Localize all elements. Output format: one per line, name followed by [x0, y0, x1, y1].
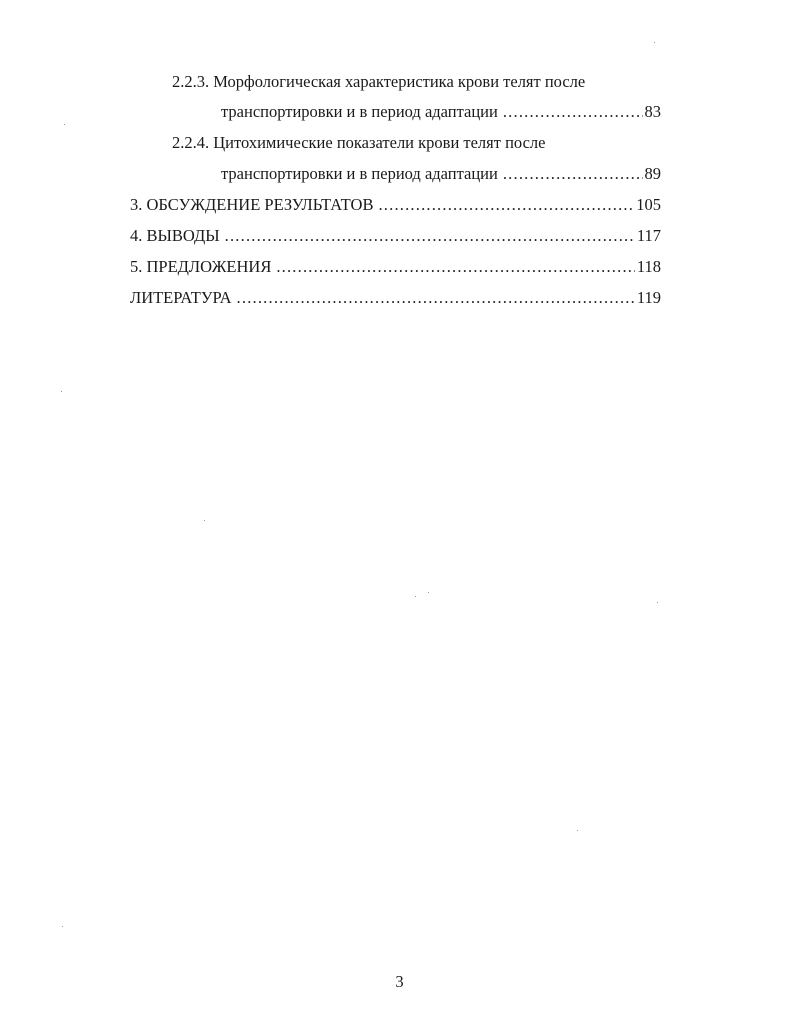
toc-entry-title: 3. ОБСУЖДЕНИЕ РЕЗУЛЬТАТОВ — [130, 195, 374, 214]
page-number: 3 — [395, 972, 404, 991]
toc-entry-2-2-3 — [172, 71, 585, 93]
scan-speck — [657, 602, 658, 603]
toc-page-number: 89 — [644, 164, 661, 183]
toc-entry-title: 4. ВЫВОДЫ — [130, 226, 220, 245]
toc-entry-literature — [130, 287, 661, 309]
toc-entry-conclusions — [130, 225, 661, 247]
toc-entry-2-2-4-continuation — [221, 163, 661, 185]
toc-entry-2-2-4 — [172, 132, 545, 154]
scan-speck — [61, 391, 62, 392]
toc-entry-number: 2.2.4. — [172, 133, 210, 152]
scan-speck — [64, 124, 65, 125]
dot-leader — [503, 101, 643, 123]
toc-page-number: 118 — [636, 257, 661, 276]
toc-page-number: 105 — [636, 195, 661, 214]
toc-entry-title: Цитохимические показатели крови телят после — [213, 133, 546, 152]
toc-entry-title-continuation: транспортировки и в период адаптации — [221, 102, 498, 121]
dot-leader — [237, 287, 635, 309]
scan-speck — [577, 830, 578, 831]
toc-entry-title: Морфологическая характеристика крови телят после — [213, 72, 586, 91]
toc-page-number: 83 — [644, 102, 661, 121]
scan-speck — [415, 596, 416, 597]
toc-entry-2-2-3-continuation — [221, 101, 661, 123]
dot-leader — [276, 256, 635, 278]
toc-entry-title: 5. ПРЕДЛОЖЕНИЯ — [130, 257, 272, 276]
toc-entry-proposals — [130, 256, 661, 278]
scan-speck — [654, 42, 655, 43]
toc-entry-title: ЛИТЕРАТУРА — [130, 288, 232, 307]
dot-leader — [225, 225, 635, 247]
dot-leader — [503, 163, 643, 185]
toc-page-number: 117 — [636, 226, 661, 245]
toc-entry-discussion — [130, 194, 661, 216]
dot-leader — [378, 194, 634, 216]
scan-speck — [204, 520, 205, 521]
toc-entry-title-continuation: транспортировки и в период адаптации — [221, 164, 498, 183]
scan-speck — [62, 926, 63, 927]
toc-entry-number: 2.2.3. — [172, 72, 210, 91]
scan-speck — [428, 592, 429, 593]
toc-page-number: 119 — [636, 288, 661, 307]
